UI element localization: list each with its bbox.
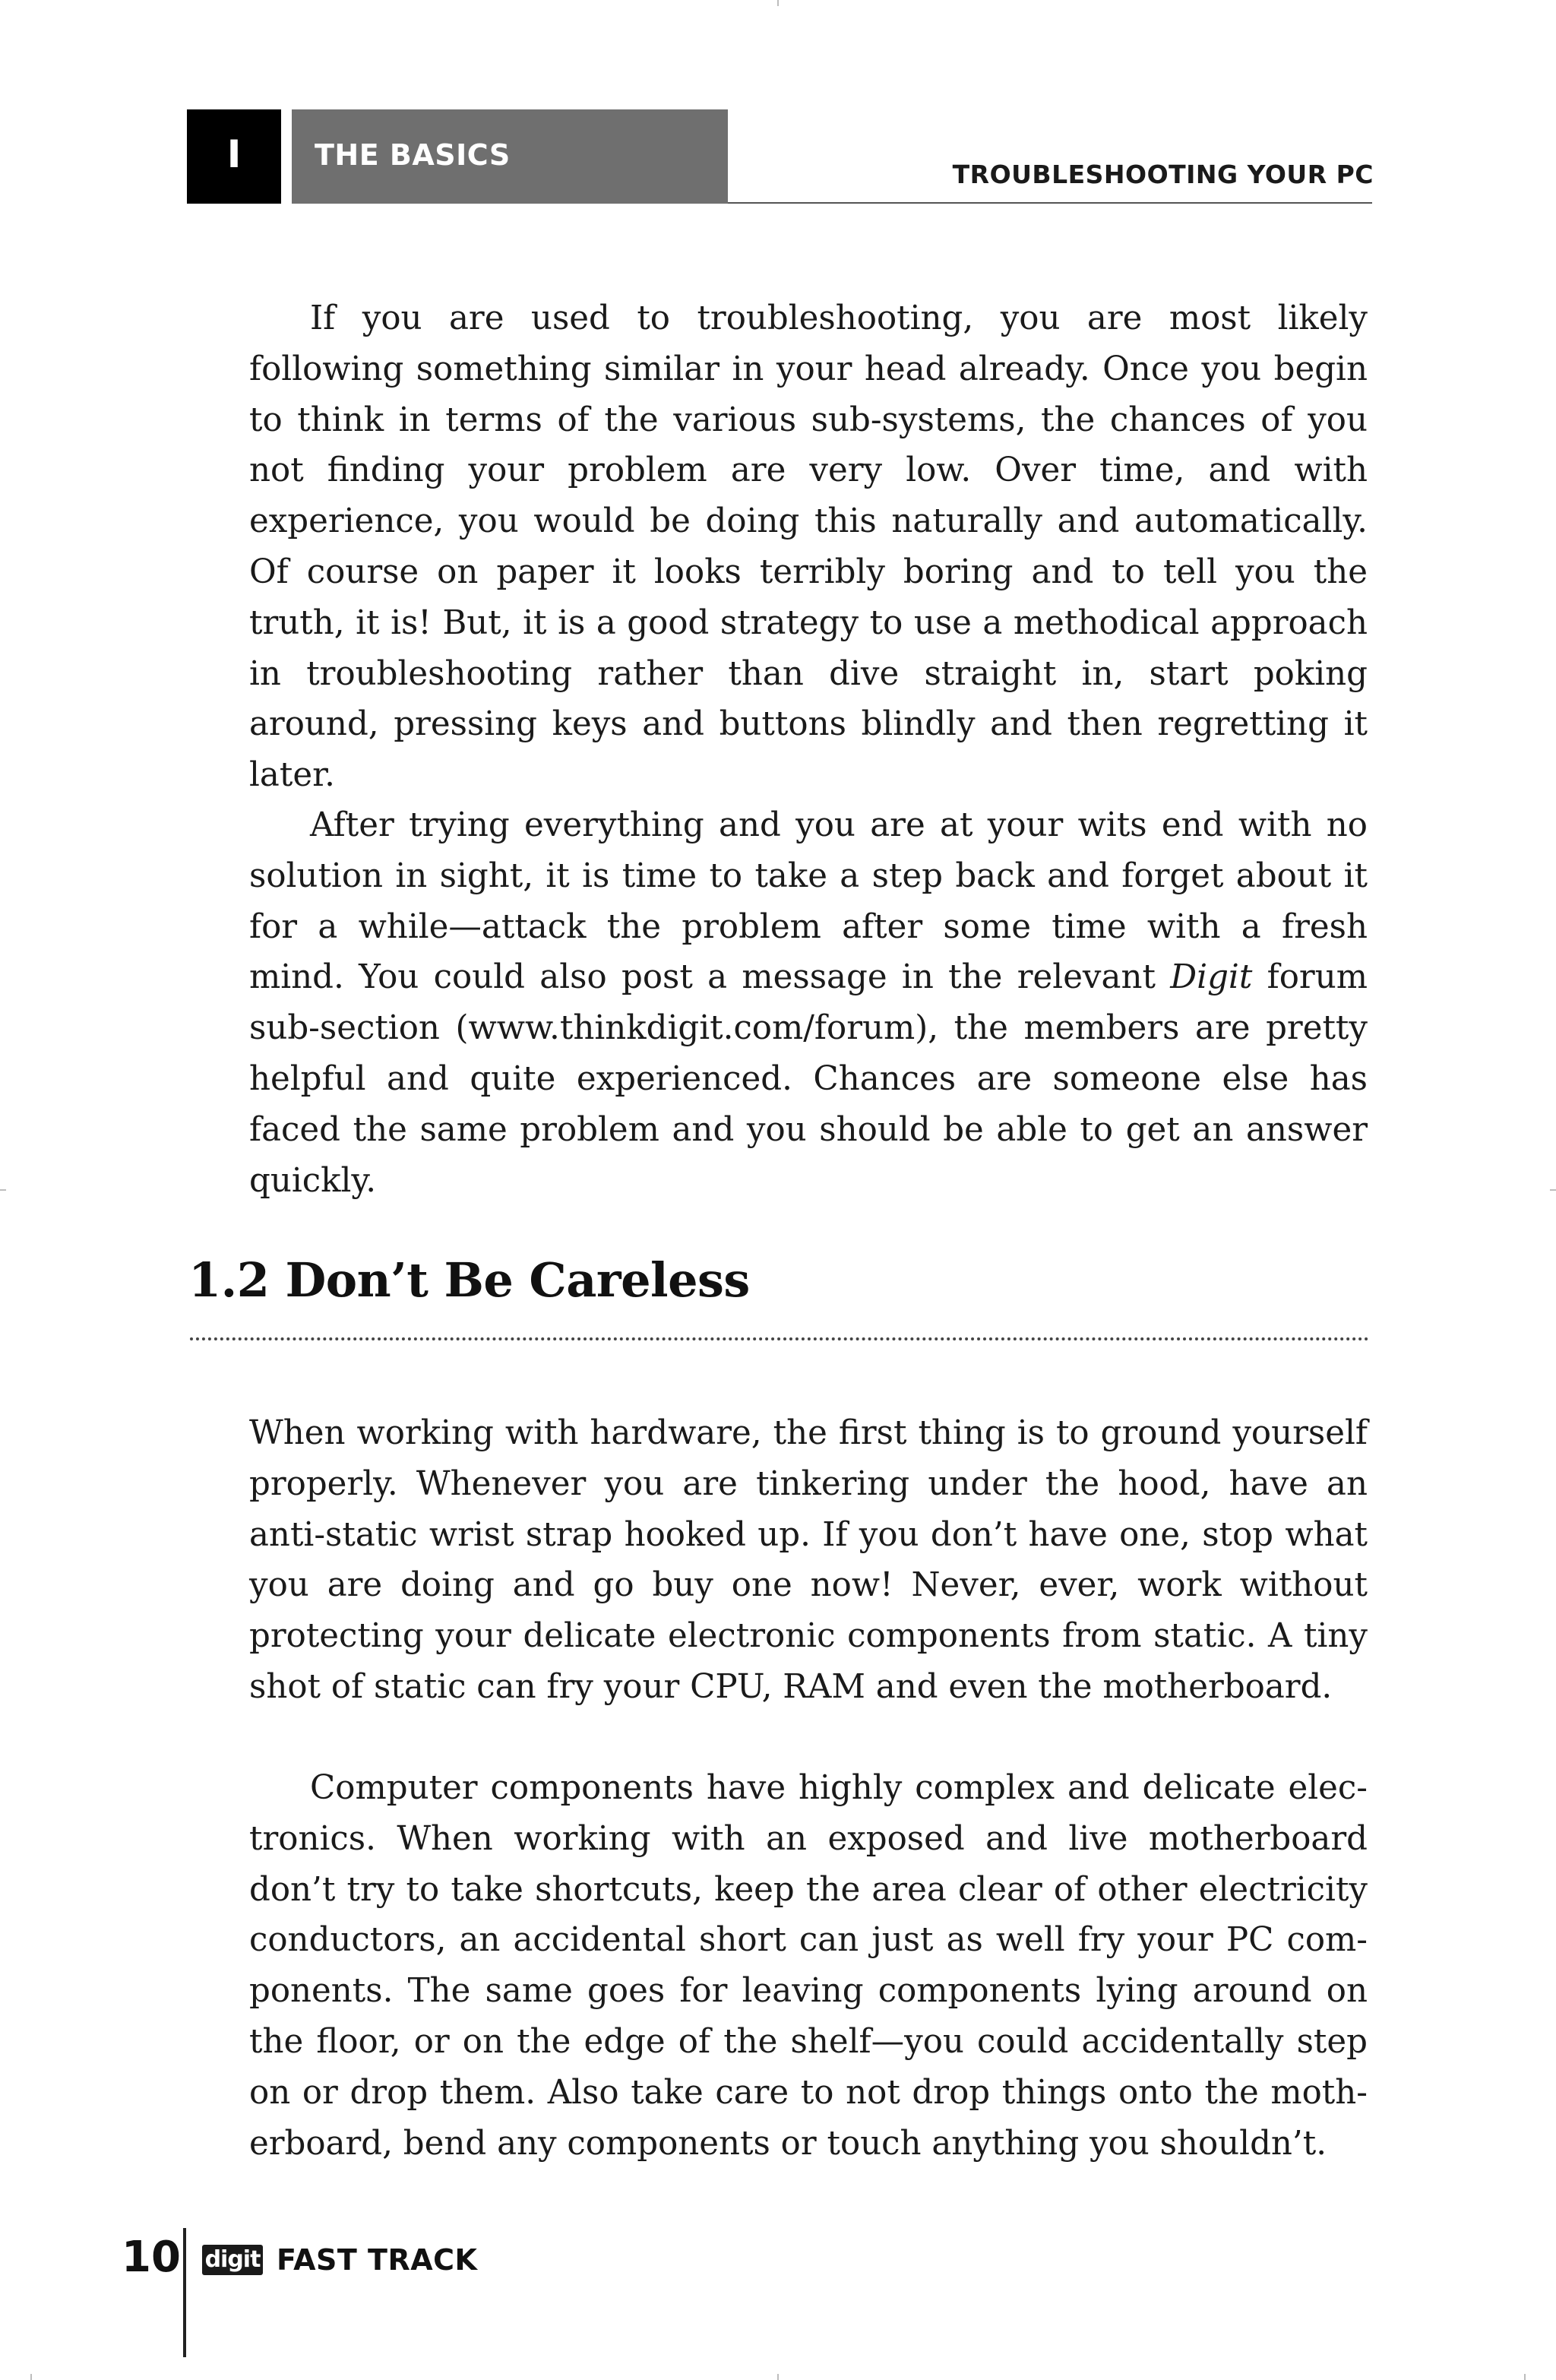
paragraph-1: If you are used to troubleshooting, you are most likely following something similar in your head already. Once you begin to think in terms of the various sub-systems, the chances of you not finding your problem are very low. Over time, and with experience, you would be doing this naturally and automatically. Of course on paper it looks terribly boring and to tell you the truth, it is! But, it is a good strategy to use a methodical approach in troubleshooting rather than dive straight in, start poking around, pressing keys and buttons blindly and then regretting it later. <box>249 299 1368 795</box>
section-number-badge: I <box>187 109 281 204</box>
paragraph-3: When working with hardware, the first thing is to ground yourself properly. Whenever you are tinkering under the hood, have an anti-static wrist strap hooked up. If you don’t have one, stop what you are doing and go buy one now! Never, ever, work without protecting your delicate electronic components from static. A tiny shot of static can fry your CPU, RAM and even the motherboard. <box>249 1414 1368 1706</box>
footer-label: FAST TRACK <box>277 2243 478 2277</box>
magazine-name: Digit <box>1170 958 1253 997</box>
crop-mark <box>777 2374 779 2380</box>
dotted-divider <box>190 1337 1369 1340</box>
footer-divider <box>183 2228 186 2357</box>
section-heading: 1.2 Don’t Be Careless <box>188 1252 750 1308</box>
header-rule <box>728 202 1372 204</box>
crop-mark <box>0 1189 6 1191</box>
page-number: 10 <box>122 2233 181 2282</box>
paragraph-2 <box>249 800 1368 1206</box>
crop-mark <box>1524 2374 1526 2380</box>
section-title-tab: THE BASICS <box>292 109 728 204</box>
crop-mark <box>30 2374 32 2380</box>
digit-logo-icon: digit <box>202 2245 263 2275</box>
paragraph-2-text-a: After trying everything and you are at your wits end with no solution in sight, it is time to take a step back and forget about it for a while—attack the problem after some time with a fresh mind. You could also post a message in the relevant <box>249 806 1368 997</box>
paragraph-2-text-b: forum sub-section (www.thinkdigit.com/forum), the members are pretty helpful and quite experienced. Chances are someone else has faced the same problem and you should be able to get an answer quickly. <box>249 958 1368 1200</box>
crop-mark <box>1550 1189 1556 1191</box>
paragraph-4: Computer components have highly complex and delicate electronics. When working with an exposed and live motherboard don’t try to take shortcuts, keep the area clear of other electricity conductors, an accidental short can just as well fry your PC components. The same goes for leaving components lying around on the floor, or on the edge of the shelf—you could accidentally step on or drop them. Also take care to not drop things onto the motherboard, bend any components or touch anything you shouldn’t. <box>249 1769 1368 2163</box>
running-title: TROUBLESHOOTING YOUR PC <box>952 160 1374 189</box>
crop-mark <box>777 0 779 6</box>
